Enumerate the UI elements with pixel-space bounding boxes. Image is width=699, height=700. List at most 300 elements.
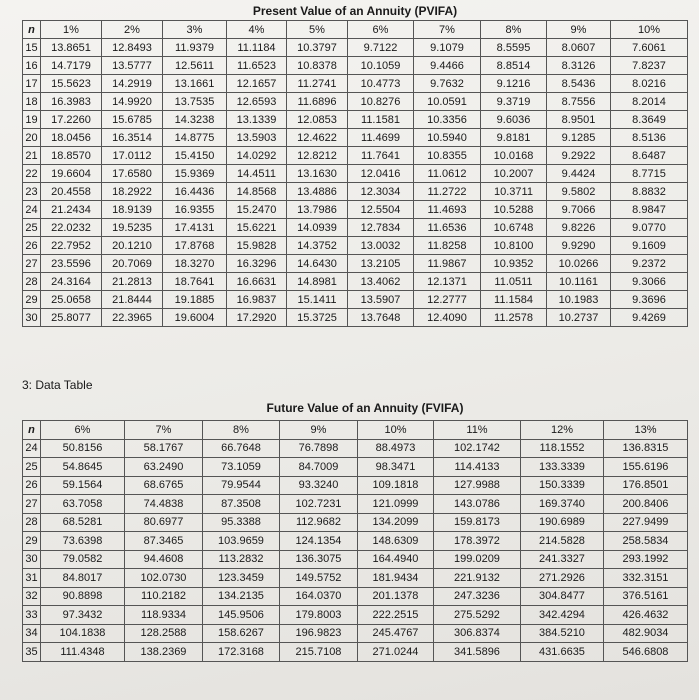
factor-cell: 9.1216 — [481, 75, 547, 93]
factor-cell: 68.6765 — [125, 476, 203, 495]
factor-cell: 482.9034 — [604, 624, 688, 643]
factor-cell: 13.1661 — [163, 75, 227, 93]
table-row — [23, 75, 688, 93]
factor-cell: 14.0292 — [227, 147, 287, 165]
factor-cell: 8.7715 — [611, 165, 688, 183]
factor-cell: 73.1059 — [203, 458, 280, 477]
factor-cell: 22.3965 — [102, 309, 163, 327]
factor-cell: 181.9434 — [358, 569, 434, 588]
pvifa-column-header: 2% — [102, 21, 163, 39]
factor-cell: 10.8100 — [481, 237, 547, 255]
period-cell: 24 — [23, 439, 41, 458]
factor-cell: 17.2260 — [41, 111, 102, 129]
factor-cell: 80.6977 — [125, 513, 203, 532]
period-cell: 35 — [23, 643, 41, 662]
factor-cell: 74.4838 — [125, 495, 203, 514]
factor-cell: 215.7108 — [280, 643, 358, 662]
pvifa-column-header: 1% — [41, 21, 102, 39]
table-row — [23, 309, 688, 327]
factor-cell: 17.4131 — [163, 219, 227, 237]
factor-cell: 11.0612 — [414, 165, 481, 183]
factor-cell: 104.1838 — [41, 624, 125, 643]
pvifa-column-header: 4% — [227, 21, 287, 39]
factor-cell: 19.5235 — [102, 219, 163, 237]
factor-cell: 103.9659 — [203, 532, 280, 551]
factor-cell: 18.9139 — [102, 201, 163, 219]
factor-cell: 97.3432 — [41, 606, 125, 625]
fvifa-column-header: 6% — [41, 421, 125, 440]
factor-cell: 18.8570 — [41, 147, 102, 165]
factor-cell: 9.1285 — [547, 129, 611, 147]
factor-cell: 10.4773 — [348, 75, 414, 93]
factor-cell: 304.8477 — [521, 587, 604, 606]
pvifa-n-header: n — [23, 21, 41, 39]
pvifa-table — [22, 20, 688, 327]
factor-cell: 10.3711 — [481, 183, 547, 201]
pvifa-table-body — [23, 39, 688, 327]
factor-cell: 275.5292 — [434, 606, 521, 625]
factor-cell: 10.2737 — [547, 309, 611, 327]
factor-cell: 15.3725 — [287, 309, 348, 327]
factor-cell: 17.6580 — [102, 165, 163, 183]
factor-cell: 221.9132 — [434, 569, 521, 588]
table-row — [23, 606, 688, 625]
factor-cell: 12.4622 — [287, 129, 348, 147]
factor-cell: 9.7632 — [414, 75, 481, 93]
factor-cell: 110.2182 — [125, 587, 203, 606]
period-cell: 25 — [23, 219, 41, 237]
factor-cell: 19.1885 — [163, 291, 227, 309]
factor-cell: 102.7231 — [280, 495, 358, 514]
factor-cell: 16.4436 — [163, 183, 227, 201]
factor-cell: 20.1210 — [102, 237, 163, 255]
fvifa-column-header: 11% — [434, 421, 521, 440]
table-row — [23, 532, 688, 551]
pvifa-column-header: 10% — [611, 21, 688, 39]
factor-cell: 54.8645 — [41, 458, 125, 477]
period-cell: 29 — [23, 532, 41, 551]
factor-cell: 14.7179 — [41, 57, 102, 75]
period-cell: 20 — [23, 129, 41, 147]
factor-cell: 84.7009 — [280, 458, 358, 477]
period-cell: 30 — [23, 550, 41, 569]
factor-cell: 9.4269 — [611, 309, 688, 327]
fvifa-column-header: 7% — [125, 421, 203, 440]
factor-cell: 11.4699 — [348, 129, 414, 147]
factor-cell: 149.5752 — [280, 569, 358, 588]
factor-cell: 9.5802 — [547, 183, 611, 201]
factor-cell: 14.0939 — [287, 219, 348, 237]
factor-cell: 8.3126 — [547, 57, 611, 75]
factor-cell: 10.2007 — [481, 165, 547, 183]
fvifa-column-header: 8% — [203, 421, 280, 440]
factor-cell: 127.9988 — [434, 476, 521, 495]
fvifa-column-header: 10% — [358, 421, 434, 440]
factor-cell: 136.8315 — [604, 439, 688, 458]
factor-cell: 159.8173 — [434, 513, 521, 532]
factor-cell: 19.6604 — [41, 165, 102, 183]
factor-cell: 66.7648 — [203, 439, 280, 458]
factor-cell: 17.0112 — [102, 147, 163, 165]
period-cell: 23 — [23, 183, 41, 201]
factor-cell: 10.0591 — [414, 93, 481, 111]
factor-cell: 9.1609 — [611, 237, 688, 255]
factor-cell: 128.2588 — [125, 624, 203, 643]
table-row — [23, 476, 688, 495]
factor-cell: 9.9290 — [547, 237, 611, 255]
factor-cell: 9.7066 — [547, 201, 611, 219]
factor-cell: 90.8898 — [41, 587, 125, 606]
factor-cell: 18.7641 — [163, 273, 227, 291]
factor-cell: 10.3356 — [414, 111, 481, 129]
factor-cell: 293.1992 — [604, 550, 688, 569]
pvifa-column-header: 8% — [481, 21, 547, 39]
period-cell: 27 — [23, 255, 41, 273]
table-row — [23, 624, 688, 643]
factor-cell: 10.1983 — [547, 291, 611, 309]
period-cell: 18 — [23, 93, 41, 111]
factor-cell: 164.0370 — [280, 587, 358, 606]
factor-cell: 88.4973 — [358, 439, 434, 458]
factor-cell: 15.6785 — [102, 111, 163, 129]
factor-cell: 179.8003 — [280, 606, 358, 625]
pvifa-column-header: 9% — [547, 21, 611, 39]
factor-cell: 87.3465 — [125, 532, 203, 551]
factor-cell: 93.3240 — [280, 476, 358, 495]
factor-cell: 9.2922 — [547, 147, 611, 165]
factor-cell: 18.0456 — [41, 129, 102, 147]
factor-cell: 241.3327 — [521, 550, 604, 569]
factor-cell: 94.4608 — [125, 550, 203, 569]
pvifa-column-header: 7% — [414, 21, 481, 39]
factor-cell: 245.4767 — [358, 624, 434, 643]
factor-cell: 12.8493 — [102, 39, 163, 57]
factor-cell: 12.5611 — [163, 57, 227, 75]
factor-cell: 95.3388 — [203, 513, 280, 532]
factor-cell: 227.9499 — [604, 513, 688, 532]
factor-cell: 102.0730 — [125, 569, 203, 588]
period-cell: 15 — [23, 39, 41, 57]
factor-cell: 58.1767 — [125, 439, 203, 458]
period-cell: 16 — [23, 57, 41, 75]
period-cell: 27 — [23, 495, 41, 514]
factor-cell: 9.3066 — [611, 273, 688, 291]
factor-cell: 9.3696 — [611, 291, 688, 309]
factor-cell: 98.3471 — [358, 458, 434, 477]
factor-cell: 123.3459 — [203, 569, 280, 588]
factor-cell: 16.3514 — [102, 129, 163, 147]
period-cell: 33 — [23, 606, 41, 625]
factor-cell: 145.9506 — [203, 606, 280, 625]
factor-cell: 23.5596 — [41, 255, 102, 273]
factor-cell: 87.3508 — [203, 495, 280, 514]
factor-cell: 10.0266 — [547, 255, 611, 273]
fvifa-table-body — [23, 439, 688, 661]
factor-cell: 21.8444 — [102, 291, 163, 309]
factor-cell: 109.1818 — [358, 476, 434, 495]
factor-cell: 9.8181 — [481, 129, 547, 147]
table-row — [23, 273, 688, 291]
factor-cell: 9.1079 — [414, 39, 481, 57]
factor-cell: 79.9544 — [203, 476, 280, 495]
fvifa-column-header: 13% — [604, 421, 688, 440]
factor-cell: 11.2578 — [481, 309, 547, 327]
factor-cell: 136.3075 — [280, 550, 358, 569]
factor-cell: 376.5161 — [604, 587, 688, 606]
factor-cell: 13.0032 — [348, 237, 414, 255]
factor-cell: 9.6036 — [481, 111, 547, 129]
fvifa-column-header: 9% — [280, 421, 358, 440]
factor-cell: 21.2434 — [41, 201, 102, 219]
factor-cell: 10.9352 — [481, 255, 547, 273]
period-cell: 28 — [23, 513, 41, 532]
table-row — [23, 111, 688, 129]
factor-cell: 7.8237 — [611, 57, 688, 75]
factor-cell: 24.3164 — [41, 273, 102, 291]
factor-cell: 14.8981 — [287, 273, 348, 291]
factor-cell: 342.4294 — [521, 606, 604, 625]
factor-cell: 14.2919 — [102, 75, 163, 93]
factor-cell: 9.4466 — [414, 57, 481, 75]
factor-cell: 169.3740 — [521, 495, 604, 514]
table-row — [23, 255, 688, 273]
factor-cell: 341.5896 — [434, 643, 521, 662]
factor-cell: 16.9837 — [227, 291, 287, 309]
factor-cell: 20.4558 — [41, 183, 102, 201]
factor-cell: 148.6309 — [358, 532, 434, 551]
period-cell: 24 — [23, 201, 41, 219]
factor-cell: 8.8514 — [481, 57, 547, 75]
pvifa-table-title: Present Value of an Annuity (PVIFA) — [252, 4, 458, 18]
factor-cell: 16.3296 — [227, 255, 287, 273]
factor-cell: 8.3649 — [611, 111, 688, 129]
factor-cell: 10.8378 — [287, 57, 348, 75]
factor-cell: 16.9355 — [163, 201, 227, 219]
factor-cell: 9.2372 — [611, 255, 688, 273]
factor-cell: 10.5288 — [481, 201, 547, 219]
factor-cell: 10.1059 — [348, 57, 414, 75]
period-cell: 28 — [23, 273, 41, 291]
factor-cell: 76.7898 — [280, 439, 358, 458]
factor-cell: 9.7122 — [348, 39, 414, 57]
table-row — [23, 495, 688, 514]
table-row — [23, 569, 688, 588]
factor-cell: 13.7986 — [287, 201, 348, 219]
factor-cell: 16.3983 — [41, 93, 102, 111]
factor-cell: 21.2813 — [102, 273, 163, 291]
table-row — [23, 183, 688, 201]
factor-cell: 14.4511 — [227, 165, 287, 183]
factor-cell: 138.2369 — [125, 643, 203, 662]
table-row — [23, 147, 688, 165]
factor-cell: 247.3236 — [434, 587, 521, 606]
period-cell: 19 — [23, 111, 41, 129]
factor-cell: 11.1584 — [481, 291, 547, 309]
factor-cell: 8.8832 — [611, 183, 688, 201]
factor-cell: 11.7641 — [348, 147, 414, 165]
table-row — [23, 39, 688, 57]
factor-cell: 59.1564 — [41, 476, 125, 495]
factor-cell: 11.2722 — [414, 183, 481, 201]
factor-cell: 15.9828 — [227, 237, 287, 255]
pvifa-column-header: 6% — [348, 21, 414, 39]
factor-cell: 12.4090 — [414, 309, 481, 327]
factor-cell: 15.6221 — [227, 219, 287, 237]
table-row — [23, 439, 688, 458]
factor-cell: 9.0770 — [611, 219, 688, 237]
factor-cell: 22.7952 — [41, 237, 102, 255]
factor-cell: 13.2105 — [348, 255, 414, 273]
factor-cell: 8.0216 — [611, 75, 688, 93]
factor-cell: 8.7556 — [547, 93, 611, 111]
factor-cell: 113.2832 — [203, 550, 280, 569]
table-row — [23, 57, 688, 75]
factor-cell: 14.3238 — [163, 111, 227, 129]
factor-cell: 13.4886 — [287, 183, 348, 201]
factor-cell: 7.6061 — [611, 39, 688, 57]
factor-cell: 22.0232 — [41, 219, 102, 237]
factor-cell: 13.4062 — [348, 273, 414, 291]
factor-cell: 8.2014 — [611, 93, 688, 111]
factor-cell: 12.5504 — [348, 201, 414, 219]
factor-cell: 13.1339 — [227, 111, 287, 129]
factor-cell: 11.4693 — [414, 201, 481, 219]
factor-cell: 63.2490 — [125, 458, 203, 477]
factor-cell: 15.5623 — [41, 75, 102, 93]
factor-cell: 8.0607 — [547, 39, 611, 57]
table-row — [23, 643, 688, 662]
table-row — [23, 513, 688, 532]
section-label: 3: Data Table — [22, 378, 93, 392]
period-cell: 26 — [23, 476, 41, 495]
factor-cell: 118.9334 — [125, 606, 203, 625]
fvifa-table — [22, 420, 688, 662]
factor-cell: 18.3270 — [163, 255, 227, 273]
factor-cell: 10.8355 — [414, 147, 481, 165]
factor-cell: 11.1184 — [227, 39, 287, 57]
factor-cell: 84.8017 — [41, 569, 125, 588]
factor-cell: 12.6593 — [227, 93, 287, 111]
pvifa-column-header: 3% — [163, 21, 227, 39]
factor-cell: 16.6631 — [227, 273, 287, 291]
fvifa-n-header: n — [23, 421, 41, 440]
factor-cell: 14.3752 — [287, 237, 348, 255]
factor-cell: 12.7834 — [348, 219, 414, 237]
fvifa-table-title: Future Value of an Annuity (FVIFA) — [266, 401, 464, 415]
factor-cell: 158.6267 — [203, 624, 280, 643]
factor-cell: 79.0582 — [41, 550, 125, 569]
factor-cell: 102.1742 — [434, 439, 521, 458]
factor-cell: 25.8077 — [41, 309, 102, 327]
factor-cell: 118.1552 — [521, 439, 604, 458]
factor-cell: 17.2920 — [227, 309, 287, 327]
factor-cell: 12.2777 — [414, 291, 481, 309]
pvifa-header-row — [23, 21, 688, 39]
period-cell: 17 — [23, 75, 41, 93]
factor-cell: 10.8276 — [348, 93, 414, 111]
factor-cell: 190.6989 — [521, 513, 604, 532]
factor-cell: 11.9867 — [414, 255, 481, 273]
factor-cell: 19.6004 — [163, 309, 227, 327]
factor-cell: 13.7648 — [348, 309, 414, 327]
factor-cell: 10.5940 — [414, 129, 481, 147]
factor-cell: 164.4940 — [358, 550, 434, 569]
period-cell: 29 — [23, 291, 41, 309]
factor-cell: 150.3339 — [521, 476, 604, 495]
factor-cell: 431.6635 — [521, 643, 604, 662]
factor-cell: 11.6536 — [414, 219, 481, 237]
table-row — [23, 550, 688, 569]
fvifa-header-row — [23, 421, 688, 440]
factor-cell: 111.4348 — [41, 643, 125, 662]
fvifa-column-header: 12% — [521, 421, 604, 440]
table-row — [23, 291, 688, 309]
factor-cell: 11.9379 — [163, 39, 227, 57]
factor-cell: 18.2922 — [102, 183, 163, 201]
factor-cell: 114.4133 — [434, 458, 521, 477]
factor-cell: 13.5907 — [348, 291, 414, 309]
factor-cell: 15.4150 — [163, 147, 227, 165]
table-row — [23, 219, 688, 237]
factor-cell: 178.3972 — [434, 532, 521, 551]
table-row — [23, 129, 688, 147]
factor-cell: 12.8212 — [287, 147, 348, 165]
period-cell: 21 — [23, 147, 41, 165]
factor-cell: 25.0658 — [41, 291, 102, 309]
period-cell: 22 — [23, 165, 41, 183]
factor-cell: 258.5834 — [604, 532, 688, 551]
factor-cell: 9.4424 — [547, 165, 611, 183]
factor-cell: 14.8775 — [163, 129, 227, 147]
factor-cell: 11.6896 — [287, 93, 348, 111]
period-cell: 31 — [23, 569, 41, 588]
factor-cell: 14.8568 — [227, 183, 287, 201]
factor-cell: 121.0999 — [358, 495, 434, 514]
table-row — [23, 165, 688, 183]
factor-cell: 384.5210 — [521, 624, 604, 643]
factor-cell: 176.8501 — [604, 476, 688, 495]
factor-cell: 9.8226 — [547, 219, 611, 237]
factor-cell: 271.2926 — [521, 569, 604, 588]
factor-cell: 124.1354 — [280, 532, 358, 551]
factor-cell: 200.8406 — [604, 495, 688, 514]
factor-cell: 63.7058 — [41, 495, 125, 514]
factor-cell: 8.9847 — [611, 201, 688, 219]
factor-cell: 12.1371 — [414, 273, 481, 291]
factor-cell: 112.9682 — [280, 513, 358, 532]
factor-cell: 426.4632 — [604, 606, 688, 625]
table-row — [23, 237, 688, 255]
factor-cell: 13.5903 — [227, 129, 287, 147]
factor-cell: 196.9823 — [280, 624, 358, 643]
factor-cell: 8.5436 — [547, 75, 611, 93]
table-row — [23, 458, 688, 477]
factor-cell: 199.0209 — [434, 550, 521, 569]
factor-cell: 14.9920 — [102, 93, 163, 111]
factor-cell: 68.5281 — [41, 513, 125, 532]
factor-cell: 11.0511 — [481, 273, 547, 291]
factor-cell: 10.0168 — [481, 147, 547, 165]
factor-cell: 134.2099 — [358, 513, 434, 532]
factor-cell: 12.0853 — [287, 111, 348, 129]
factor-cell: 17.8768 — [163, 237, 227, 255]
period-cell: 26 — [23, 237, 41, 255]
period-cell: 32 — [23, 587, 41, 606]
factor-cell: 11.1581 — [348, 111, 414, 129]
table-row — [23, 587, 688, 606]
factor-cell: 10.6748 — [481, 219, 547, 237]
factor-cell: 13.5777 — [102, 57, 163, 75]
